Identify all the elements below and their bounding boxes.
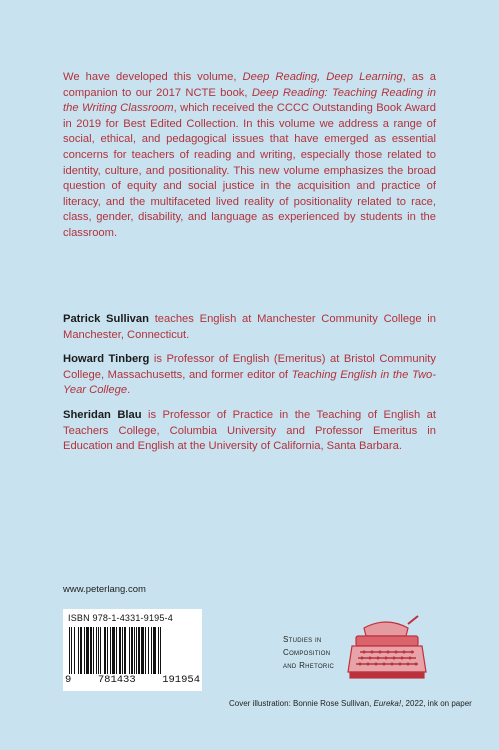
barcode-digit-group: 191954	[162, 674, 200, 686]
bio-text: is Professor of English (Emeritus) at Bristol Community College, Massachusetts, and former editor of	[63, 353, 436, 381]
author-name: Patrick Sullivan	[63, 313, 149, 325]
publisher-website: www.peterlang.com	[63, 584, 146, 595]
series-line: and Rhetoric	[283, 661, 335, 670]
bio-sullivan	[63, 312, 436, 343]
barcode-bar	[131, 627, 133, 674]
isbn-barcode	[63, 609, 202, 691]
credit-text: , 2022, ink on paper	[401, 699, 472, 708]
barcode-bar	[134, 627, 135, 674]
series-line: Studies in	[283, 635, 322, 644]
barcode-bar	[124, 627, 126, 674]
barcode-bars	[69, 627, 196, 674]
barcode-bar	[74, 627, 75, 674]
barcode-digit-group: 9	[65, 674, 72, 686]
series-line: Composition	[283, 648, 331, 657]
barcode-bar	[148, 627, 149, 674]
cover-illustration-credit	[229, 699, 472, 708]
barcode-bar	[129, 627, 130, 674]
barcode-digit-group: 781433	[97, 674, 136, 686]
blurb-text: , as a companion to our 2017 NCTE book,	[63, 71, 436, 99]
barcode-bar	[93, 627, 94, 674]
author-bios	[63, 312, 436, 464]
barcode-bar	[151, 627, 152, 674]
companion-title-italic: Deep Reading: Teaching Reading in the Writing Classroom	[63, 86, 436, 115]
journal-title-italic: Teaching English in the Two-Year College	[63, 368, 436, 397]
barcode-bar	[107, 627, 108, 674]
barcode-bar	[158, 627, 159, 674]
barcode-bar	[119, 627, 121, 674]
barcode-bar	[100, 627, 101, 674]
bio-text: is Professor of Practice in the Teaching of English at Teachers College, Columbia University and Professor Emeritus in Education and English at the University of California, Santa Barbara.	[63, 408, 436, 453]
barcode-bar	[145, 627, 146, 674]
bio-blau	[63, 408, 436, 455]
barcode-bar	[69, 627, 70, 674]
blurb-text: We have developed this volume,	[63, 71, 243, 83]
barcode-digits	[65, 674, 200, 686]
barcode-bar	[104, 627, 106, 674]
barcode-bar	[84, 627, 85, 674]
barcode-bar	[122, 627, 123, 674]
barcode-bar	[160, 627, 161, 674]
author-name: Sheridan Blau	[63, 408, 142, 421]
barcode-bar	[90, 627, 92, 674]
barcode-bar	[141, 627, 144, 674]
barcode-bar	[86, 627, 89, 674]
blurb-text: , which received the CCCC Outstanding Book Award in 2019 for Best Edited Collection. In this volume we address a range of social, ethical, and pedagogical issues that have emerged as essential concerns for teachers of reading and writing, especially those related to identity, culture, and positionality. This new volume emphasizes the broad question of equity and social justice in the acquisition and practice of literacy, and the multifaceted lived reality of positionality related to race, class, gender, disability, and language as experienced by students in the classroom.	[63, 102, 436, 239]
back-cover-blurb	[63, 70, 436, 242]
barcode-bar	[116, 627, 117, 674]
barcode-bar	[71, 627, 72, 674]
barcode-bar	[138, 627, 140, 674]
isbn-number: ISBN 978-1-4331-9195-4	[68, 613, 173, 623]
book-title-italic: Deep Reading, Deep Learning	[242, 71, 403, 83]
barcode-bar	[78, 627, 79, 674]
barcode-bar	[98, 627, 99, 674]
barcode-bar	[96, 627, 97, 674]
bio-text: .	[127, 384, 131, 397]
artwork-title-italic: Eureka!	[373, 699, 402, 708]
credit-text: Cover illustration: Bonnie Rose Sullivan,	[229, 699, 374, 708]
series-name	[283, 633, 334, 672]
typewriter-illustration-icon	[346, 606, 428, 682]
barcode-bar	[80, 627, 82, 674]
barcode-bar	[110, 627, 111, 674]
barcode-bar	[136, 627, 137, 674]
bio-tinberg	[63, 352, 436, 399]
barcode-bar	[153, 627, 156, 674]
bio-text: teaches English at Manchester Community College in Manchester, Connecticut.	[63, 313, 436, 341]
author-name: Howard Tinberg	[63, 353, 150, 366]
barcode-bar	[112, 627, 115, 674]
